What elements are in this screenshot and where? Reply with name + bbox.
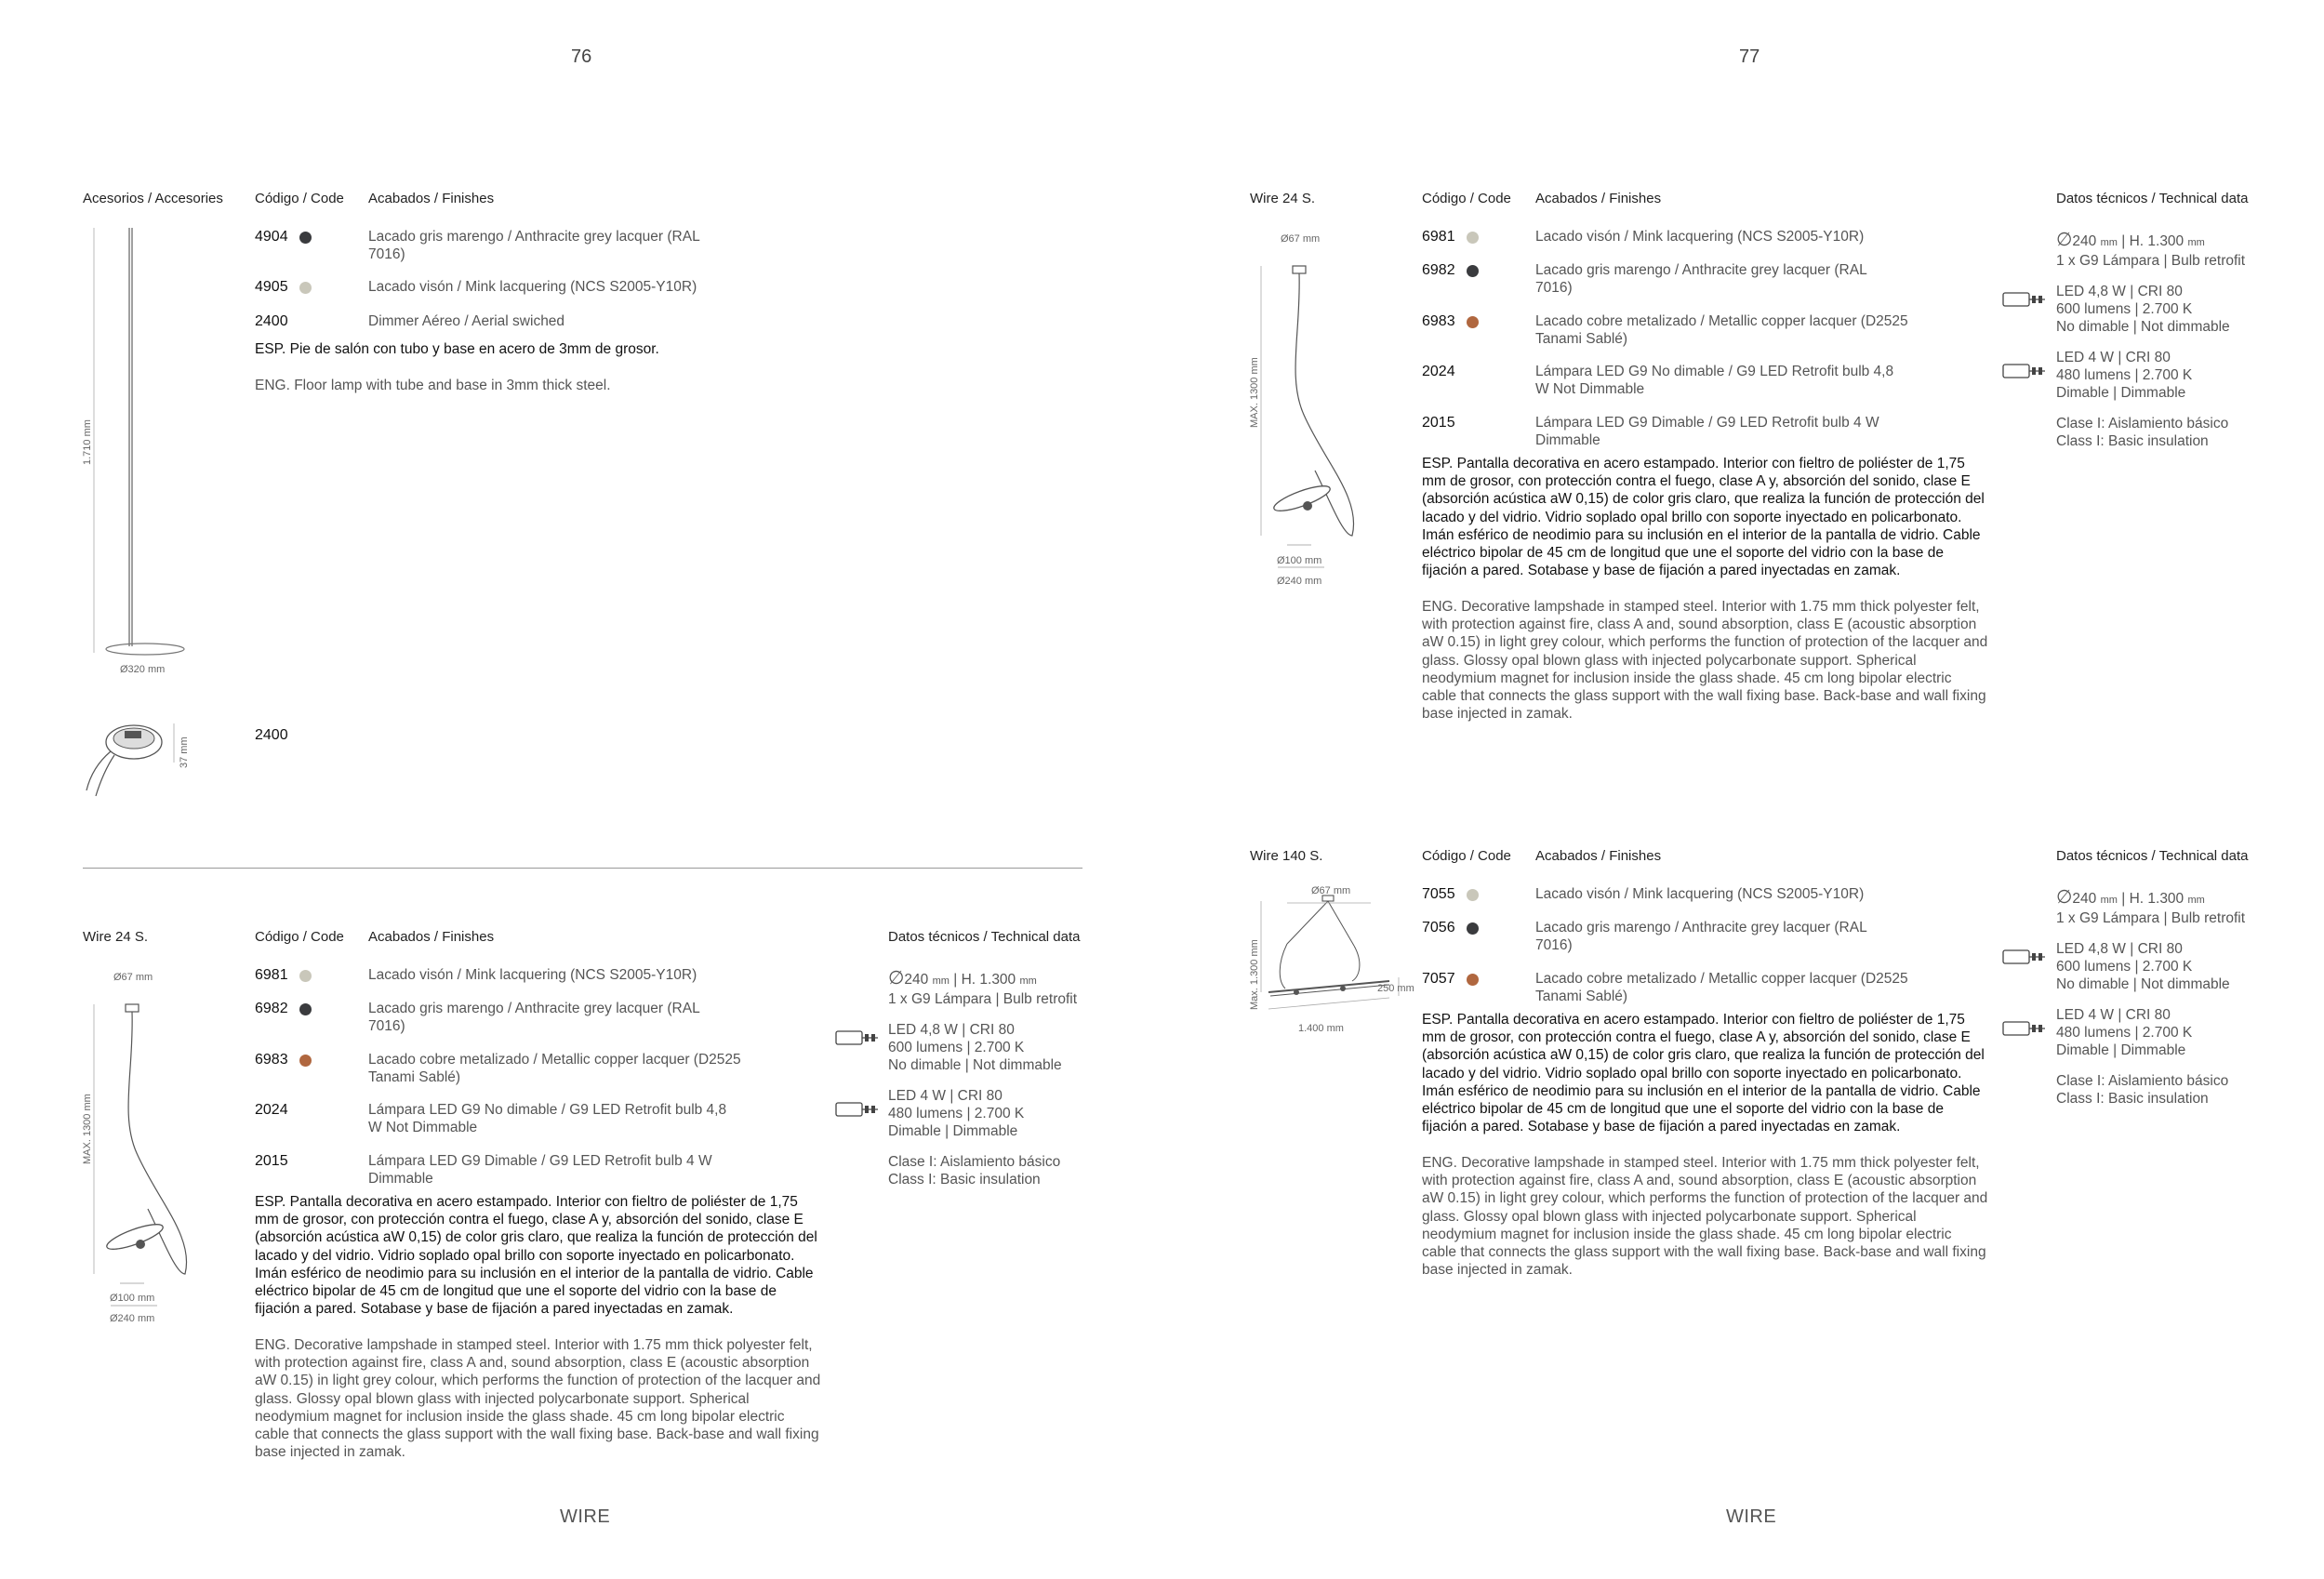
- code-value: 6982: [1422, 262, 1455, 278]
- bulb-icon: [2002, 948, 2049, 966]
- code-value: 7057: [1422, 971, 1455, 987]
- tech-led1-line: No dimable | Not dimmable: [2056, 976, 2230, 992]
- tech-bulb: 1 x G9 Lámpara | Bulb retrofit: [2056, 910, 2246, 926]
- code-value: 2015: [255, 1153, 288, 1169]
- section-divider: [83, 868, 1082, 869]
- finish-header: Acabados / Finishes: [368, 191, 495, 206]
- finish-swatch: [1467, 316, 1479, 328]
- dimension-base: Ø320 mm: [120, 664, 166, 675]
- tech-class-line: Class I: Basic insulation: [2056, 433, 2209, 449]
- finish-swatch: [299, 1003, 312, 1015]
- description-esp: ESP. Pantalla decorativa en acero estampado. Interior con fieltro de poliéster de 1,75 mm de grosor, con protección contra el fuego, clase A y, absorción del sonido, clase E (absorción acústica aW 0,15) de color gris claro, que realiza la función de protección del lacado y del vidrio. Vidrio soplado opal brillo con soporte inyectado en policarbonato. Imán esférico de neodimio para su inclusión en el interior de la pantalla de vidrio. Cable eléctrico bipolar de 45 cm de longitud que une el soporte del vidrio con la base de fijación a pared. Sotabase y base de fijación a pared inyectadas en zamak.: [255, 1194, 817, 1318]
- tech-unit: mm: [2100, 237, 2118, 248]
- tech-led1-line: LED 4,8 W | CRI 80: [888, 1022, 1015, 1038]
- section-title: Wire 24 S.: [83, 929, 149, 945]
- code-value: 4904: [255, 229, 288, 245]
- footer-right: WIRE: [1726, 1506, 1777, 1527]
- dimension-outer: Ø240 mm: [1277, 576, 1322, 587]
- wire140-pendant-drawing: [1250, 888, 1417, 1037]
- tech-led2-line: Dimable | Dimmable: [888, 1123, 1018, 1139]
- tech-data: [2056, 889, 2261, 1108]
- tech-led1-line: 600 lumens | 2.700 K: [2056, 301, 2193, 317]
- description-eng: ENG. Decorative lampshade in stamped steel. Interior with 1.75 mm thick polyester felt, with protection against fire, class A and, sound absorption, class E (acoustic absorption aW 0.15) in light grey colour, which performs the function of protection of the lacquer and glass. Glossy opal blown glass with injected polycarbonate support. Spherical neodymium magnet for inclusion inside the glass shade. 45 cm long bipolar electric cable that connects the glass support with the wall fixing base. Back-base and wall fixing base injected in zamak.: [1422, 599, 1988, 723]
- finish-text: Lacado visón / Mink lacquering (NCS S2005-Y10R): [1535, 886, 1865, 902]
- dimension-dimmer: 37 mm: [179, 736, 190, 768]
- description-esp: ESP. Pie de salón con tubo y base en acero de 3mm de grosor.: [255, 341, 659, 357]
- diameter-icon: ∅: [2056, 230, 2073, 250]
- tech-unit: mm: [2100, 895, 2118, 906]
- code-value: 2400: [255, 313, 288, 329]
- code-value: 6982: [255, 1001, 288, 1016]
- code-value: 6981: [1422, 229, 1455, 245]
- tech-class-line: Class I: Basic insulation: [888, 1172, 1041, 1188]
- footer-left: WIRE: [560, 1506, 611, 1527]
- wire24-pendant-drawing: [83, 995, 213, 1311]
- code-row: [255, 1153, 288, 1170]
- tech-led1-line: 600 lumens | 2.700 K: [2056, 959, 2193, 975]
- bulb-icon: [2002, 362, 2049, 380]
- finish-text: Lámpara LED G9 No dimable / G9 LED Retrofit bulb 4,8 W Not Dimmable: [1535, 364, 1894, 397]
- code-value: 2024: [255, 1102, 288, 1118]
- code-value: 6981: [255, 967, 288, 983]
- dimension-height: MAX. 1300 mm: [1249, 357, 1260, 428]
- floor-lamp-drawing: [83, 223, 213, 688]
- finish-text: Lámpara LED G9 Dimable / G9 LED Retrofit bulb 4 W Dimmable: [1535, 415, 1879, 448]
- finish-header: Acabados / Finishes: [1535, 848, 1662, 864]
- finish-swatch: [1467, 889, 1479, 901]
- code-row: [255, 1001, 312, 1017]
- finish-text: Lacado gris marengo / Anthracite grey lacquer (RAL 7016): [1535, 920, 1867, 953]
- code-row: [1422, 364, 1455, 380]
- tech-class-line: Class I: Basic insulation: [2056, 1091, 2209, 1107]
- tech-led2-line: 480 lumens | 2.700 K: [888, 1106, 1025, 1121]
- code-value: 7055: [1422, 886, 1455, 902]
- tech-unit: mm: [1019, 975, 1037, 987]
- dimension-width: 1.400 mm: [1298, 1023, 1344, 1034]
- tech-led1-line: No dimable | Not dimmable: [2056, 319, 2230, 335]
- tech-header: Datos técnicos / Technical data: [2056, 848, 2249, 864]
- code-value: 6983: [255, 1052, 288, 1068]
- finish-text: Lacado visón / Mink lacquering (NCS S2005-Y10R): [368, 279, 697, 295]
- dimension-top: Ø67 mm: [1281, 233, 1321, 245]
- finish-swatch: [299, 1055, 312, 1067]
- finish-header: Acabados / Finishes: [1535, 191, 1662, 206]
- dimension-height: MAX. 1300 mm: [82, 1094, 93, 1164]
- description-esp: ESP. Pantalla decorativa en acero estampado. Interior con fieltro de poliéster de 1,75 mm de grosor, con protección contra el fuego, clase A y, absorción del sonido, clase E (absorción acústica aW 0,15) de color gris claro, que realiza la función de protección del lacado y del vidrio. Vidrio soplado opal brillo con soporte inyectado en policarbonato. Imán esférico de neodimio para su inclusión en el interior de la pantalla de vidrio. Cable eléctrico bipolar de 45 cm de longitud que une el soporte del vidrio con la base de fijación a pared. Sotabase y base de fijación a pared inyectadas en zamak.: [1422, 1012, 1985, 1135]
- tech-led2-line: 480 lumens | 2.700 K: [2056, 367, 2193, 383]
- tech-led1-line: LED 4,8 W | CRI 80: [2056, 941, 2183, 957]
- code-row: [255, 1052, 312, 1068]
- bulb-icon: [835, 1028, 882, 1047]
- finish-text: Lacado visón / Mink lacquering (NCS S2005-Y10R): [368, 967, 697, 983]
- dimension-depth: 250 mm: [1377, 983, 1414, 994]
- tech-led2-line: Dimable | Dimmable: [2056, 385, 2186, 401]
- bulb-icon: [2002, 290, 2049, 309]
- code-header: Código / Code: [255, 191, 344, 206]
- finish-swatch: [299, 232, 312, 244]
- code-value: 2015: [1422, 415, 1455, 431]
- section-title: Acesorios / Accesories: [83, 191, 223, 206]
- tech-led1-line: LED 4,8 W | CRI 80: [2056, 284, 2183, 299]
- code-row: [255, 313, 288, 330]
- dimension-height: Max. 1.300 mm: [1249, 939, 1260, 1010]
- tech-led2-line: 480 lumens | 2.700 K: [2056, 1025, 2193, 1041]
- finish-swatch: [299, 282, 312, 294]
- code-row: [1422, 262, 1479, 279]
- dimension-inner: Ø100 mm: [110, 1293, 155, 1304]
- finish-text: Lacado cobre metalizado / Metallic copper lacquer (D2525 Tanami Sablé): [368, 1052, 741, 1085]
- page-number-left: 76: [571, 46, 592, 67]
- tech-height: | H. 1.300: [2121, 233, 2185, 249]
- description-eng: ENG. Decorative lampshade in stamped steel. Interior with 1.75 mm thick polyester felt, with protection against fire, class A and, sound absorption, class E (acoustic absorption aW 0.15) in light grey colour, which performs the function of protection of the lacquer and glass. Glossy opal blown glass with injected polycarbonate support. Spherical neodymium magnet for inclusion inside the glass shade. 45 cm long bipolar electric cable that connects the glass support with the wall fixing base. Back-base and wall fixing base injected in zamak.: [255, 1337, 821, 1461]
- code-value: 2400: [255, 727, 288, 743]
- tech-class-line: Clase I: Aislamiento básico: [2056, 416, 2229, 431]
- code-row: [255, 229, 312, 245]
- bulb-icon: [2002, 1019, 2049, 1038]
- finish-swatch: [1467, 922, 1479, 935]
- finish-swatch: [1467, 974, 1479, 986]
- tech-header: Datos técnicos / Technical data: [888, 929, 1081, 945]
- tech-led2-line: Dimable | Dimmable: [2056, 1042, 2186, 1058]
- finish-text: Lámpara LED G9 Dimable / G9 LED Retrofit bulb 4 W Dimmable: [368, 1153, 712, 1187]
- code-value: 2024: [1422, 364, 1455, 379]
- tech-diameter: 240: [904, 972, 929, 988]
- tech-diameter: 240: [2072, 233, 2097, 249]
- tech-data: [888, 970, 1093, 1188]
- tech-unit: mm: [2187, 895, 2205, 906]
- description-esp: ESP. Pantalla decorativa en acero estampado. Interior con fieltro de poliéster de 1,75 mm de grosor, con protección contra el fuego, clase A y, absorción del sonido, clase E (absorción acústica aW 0,15) de color gris claro, que realiza la función de protección del lacado y del vidrio. Vidrio soplado opal brillo con soporte inyectado en policarbonato. Imán esférico de neodimio para su inclusión en el interior de la pantalla de vidrio. Cable eléctrico bipolar de 45 cm de longitud que une el soporte del vidrio con la base de fijación a pared. Sotabase y base de fijación a pared inyectadas en zamak.: [1422, 456, 1985, 579]
- tech-data: [2056, 232, 2261, 450]
- code-row: [1422, 415, 1455, 431]
- code-row: [1422, 920, 1479, 936]
- tech-led2-line: LED 4 W | CRI 80: [2056, 1007, 2171, 1023]
- code-value: 4905: [255, 279, 288, 295]
- wire24-pendant-drawing: [1250, 257, 1380, 573]
- code-header: Código / Code: [255, 929, 344, 945]
- tech-bulb: 1 x G9 Lámpara | Bulb retrofit: [2056, 253, 2246, 269]
- finish-text: Lacado gris marengo / Anthracite grey lacquer (RAL 7016): [368, 229, 700, 262]
- diameter-icon: ∅: [2056, 887, 2073, 908]
- dimmer-code: [255, 727, 288, 744]
- dimension-height: 1.710 mm: [82, 419, 93, 465]
- tech-header: Datos técnicos / Technical data: [2056, 191, 2249, 206]
- finish-text: Dimmer Aéreo / Aerial swiched: [368, 313, 565, 329]
- section-title: Wire 140 S.: [1250, 848, 1323, 864]
- finish-text: Lacado cobre metalizado / Metallic copper lacquer (D2525 Tanami Sablé): [1535, 971, 1908, 1004]
- tech-led1-line: No dimable | Not dimmable: [888, 1057, 1062, 1073]
- finish-swatch: [1467, 232, 1479, 244]
- tech-led1-line: 600 lumens | 2.700 K: [888, 1040, 1025, 1055]
- code-value: 7056: [1422, 920, 1455, 935]
- code-header: Código / Code: [1422, 191, 1511, 206]
- tech-class-line: Clase I: Aislamiento básico: [2056, 1073, 2229, 1089]
- code-row: [1422, 313, 1479, 330]
- finish-text: Lacado cobre metalizado / Metallic copper lacquer (D2525 Tanami Sablé): [1535, 313, 1908, 347]
- finish-text: Lacado gris marengo / Anthracite grey lacquer (RAL 7016): [1535, 262, 1867, 296]
- tech-led2-line: LED 4 W | CRI 80: [888, 1088, 1003, 1104]
- dimension-top: Ø67 mm: [1311, 885, 1351, 896]
- tech-height: | H. 1.300: [953, 972, 1016, 988]
- code-row: [1422, 229, 1479, 245]
- tech-unit: mm: [932, 975, 950, 987]
- finish-text: Lacado visón / Mink lacquering (NCS S2005-Y10R): [1535, 229, 1865, 245]
- code-row: [1422, 971, 1479, 988]
- tech-height: | H. 1.300: [2121, 891, 2185, 907]
- tech-unit: mm: [2187, 237, 2205, 248]
- finish-text: Lacado gris marengo / Anthracite grey lacquer (RAL 7016): [368, 1001, 700, 1034]
- finish-text: Lámpara LED G9 No dimable / G9 LED Retrofit bulb 4,8 W Not Dimmable: [368, 1102, 727, 1135]
- description-eng: ENG. Floor lamp with tube and base in 3mm thick steel.: [255, 378, 611, 393]
- code-row: [255, 279, 312, 296]
- tech-led2-line: LED 4 W | CRI 80: [2056, 350, 2171, 365]
- tech-bulb: 1 x G9 Lámpara | Bulb retrofit: [888, 991, 1078, 1007]
- code-header: Código / Code: [1422, 848, 1511, 864]
- dimmer-drawing: [83, 716, 185, 800]
- code-row: [255, 1102, 288, 1119]
- code-row: [255, 967, 312, 984]
- finish-header: Acabados / Finishes: [368, 929, 495, 945]
- dimension-top: Ø67 mm: [113, 972, 153, 983]
- section-title: Wire 24 S.: [1250, 191, 1316, 206]
- dimension-inner: Ø100 mm: [1277, 555, 1322, 566]
- finish-swatch: [1467, 265, 1479, 277]
- tech-class-line: Clase I: Aislamiento básico: [888, 1154, 1061, 1170]
- diameter-icon: ∅: [888, 968, 905, 989]
- code-row: [1422, 886, 1479, 903]
- dimension-outer: Ø240 mm: [110, 1313, 155, 1324]
- finish-swatch: [299, 970, 312, 982]
- code-value: 6983: [1422, 313, 1455, 329]
- page-number-right: 77: [1739, 46, 1760, 67]
- bulb-icon: [835, 1100, 882, 1119]
- description-eng: ENG. Decorative lampshade in stamped steel. Interior with 1.75 mm thick polyester felt, with protection against fire, class A and, sound absorption, class E (acoustic absorption aW 0.15) in light grey colour, which performs the function of protection of the lacquer and glass. Glossy opal blown glass with injected polycarbonate support. Spherical neodymium magnet for inclusion inside the glass shade. 45 cm long bipolar electric cable that connects the glass support with the wall fixing base. Back-base and wall fixing base injected in zamak.: [1422, 1155, 1988, 1279]
- tech-diameter: 240: [2072, 891, 2097, 907]
